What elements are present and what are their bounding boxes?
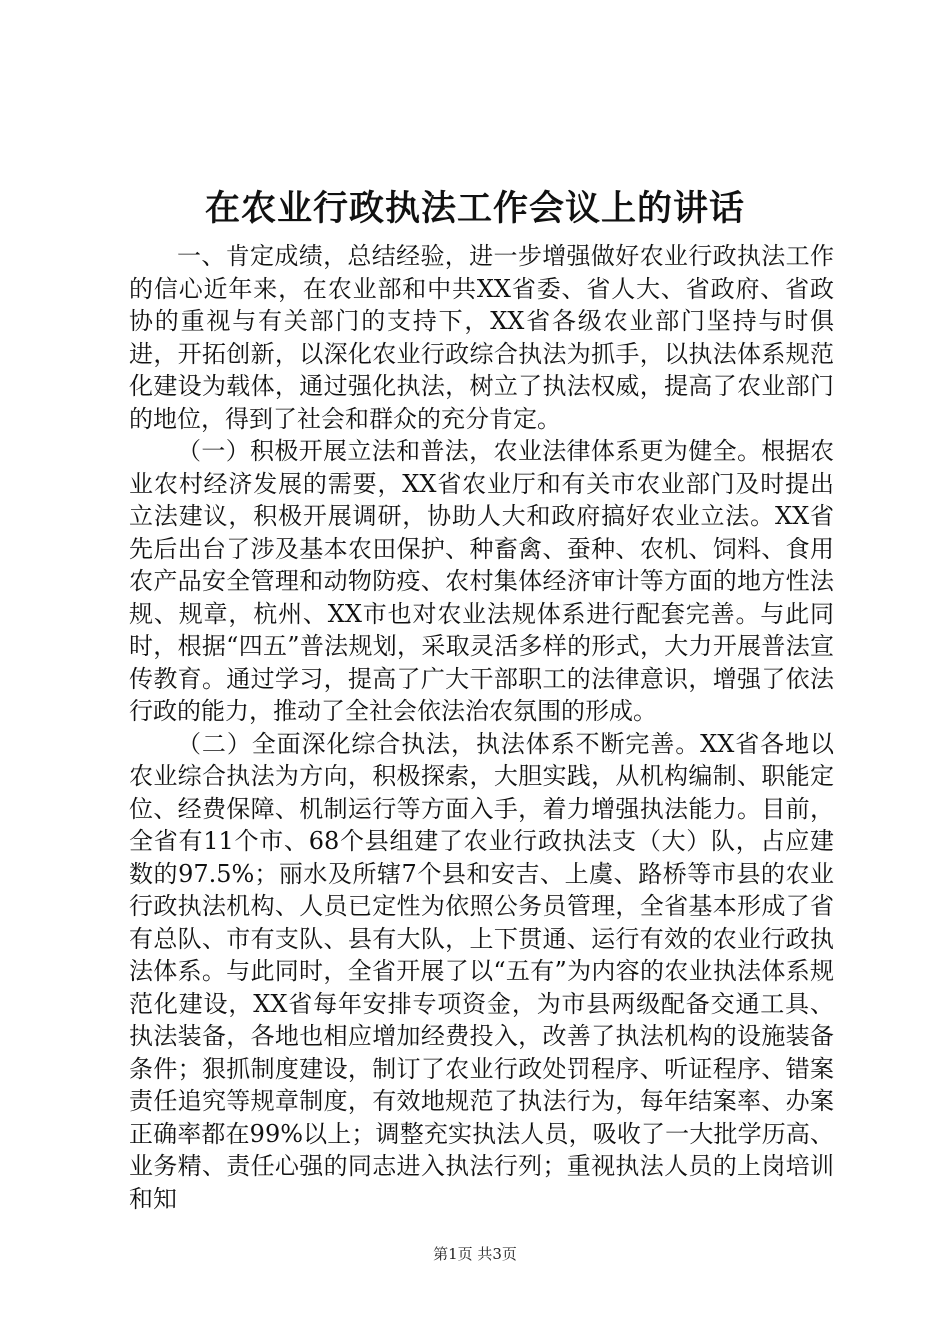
paragraph-enforcement: （二）全面深化综合执法，执法体系不断完善。XX省各地以农业综合执法为方向，积极探索，大胆实践，从机构编制、职能定位、经费保障、机制运行等方面入手，着力增强执法能力。目前，全省有11个市、68个县组建了农业行政执法支（大）队，占应建数的97.5%；丽水及所辖7个县和安吉、上虞、路桥等市县的农业行政执法机构、人员已定性为依照公务员管理，全省基本形成了省有总队、市有支队、县有大队，上下贯通、运行有效的农业行政执法体系。与此同时，全省开展了以“五有”为内容的农业执法体系规范化建设，XX省每年安排专项资金，为市县两级配备交通工具、执法装备，各地也相应增加经费投入，改善了执法机构的设施装备条件；狠抓制度建设，制订了农业行政处罚程序、听证程序、错案责任追究等规章制度，有效地规范了执法行为，每年结案率、办案正确率都在99%以上；调整充实执法人员，吸收了一大批学历高、业务精、责任心强的同志进入执法行列；重视执法人员的上岗培训和知 bbox=[129, 729, 834, 1213]
page-number-footer: 第1页 共3页 bbox=[433, 1245, 517, 1263]
document-body bbox=[129, 240, 834, 1215]
paragraph-intro: 一、肯定成绩，总结经验，进一步增强做好农业行政执法工作的信心近年来，在农业部和中共XX省委、省人大、省政府、省政协的重视与有关部门的支持下，XX省各级农业部门坚持与时俱进，开拓创新，以深化农业行政综合执法为抓手，以执法体系规范化建设为载体，通过强化执法，树立了执法权威，提高了农业部门的地位，得到了社会和群众的充分肯定。 bbox=[129, 242, 834, 433]
document-title: 在农业行政执法工作会议上的讲话 bbox=[204, 188, 745, 229]
paragraph-legislation: （一）积极开展立法和普法，农业法律体系更为健全。根据农业农村经济发展的需要，XX省农业厅和有关市农业部门及时提出立法建议，积极开展调研，协助人大和政府搞好农业立法。XX省先后出台了涉及基本农田保护、种畜禽、蚕种、农机、饲料、食用农产品安全管理和动物防疫、农村集体经济审计等方面的地方性法规、规章，杭州、XX市也对农业法规体系进行配套完善。与此同时，根据“四五”普法规划，采取灵活多样的形式，大力开展普法宣传教育。通过学习，提高了广大干部职工的法律意识，增强了依法行政的能力，推动了全社会依法治农氛围的形成。 bbox=[129, 437, 834, 725]
